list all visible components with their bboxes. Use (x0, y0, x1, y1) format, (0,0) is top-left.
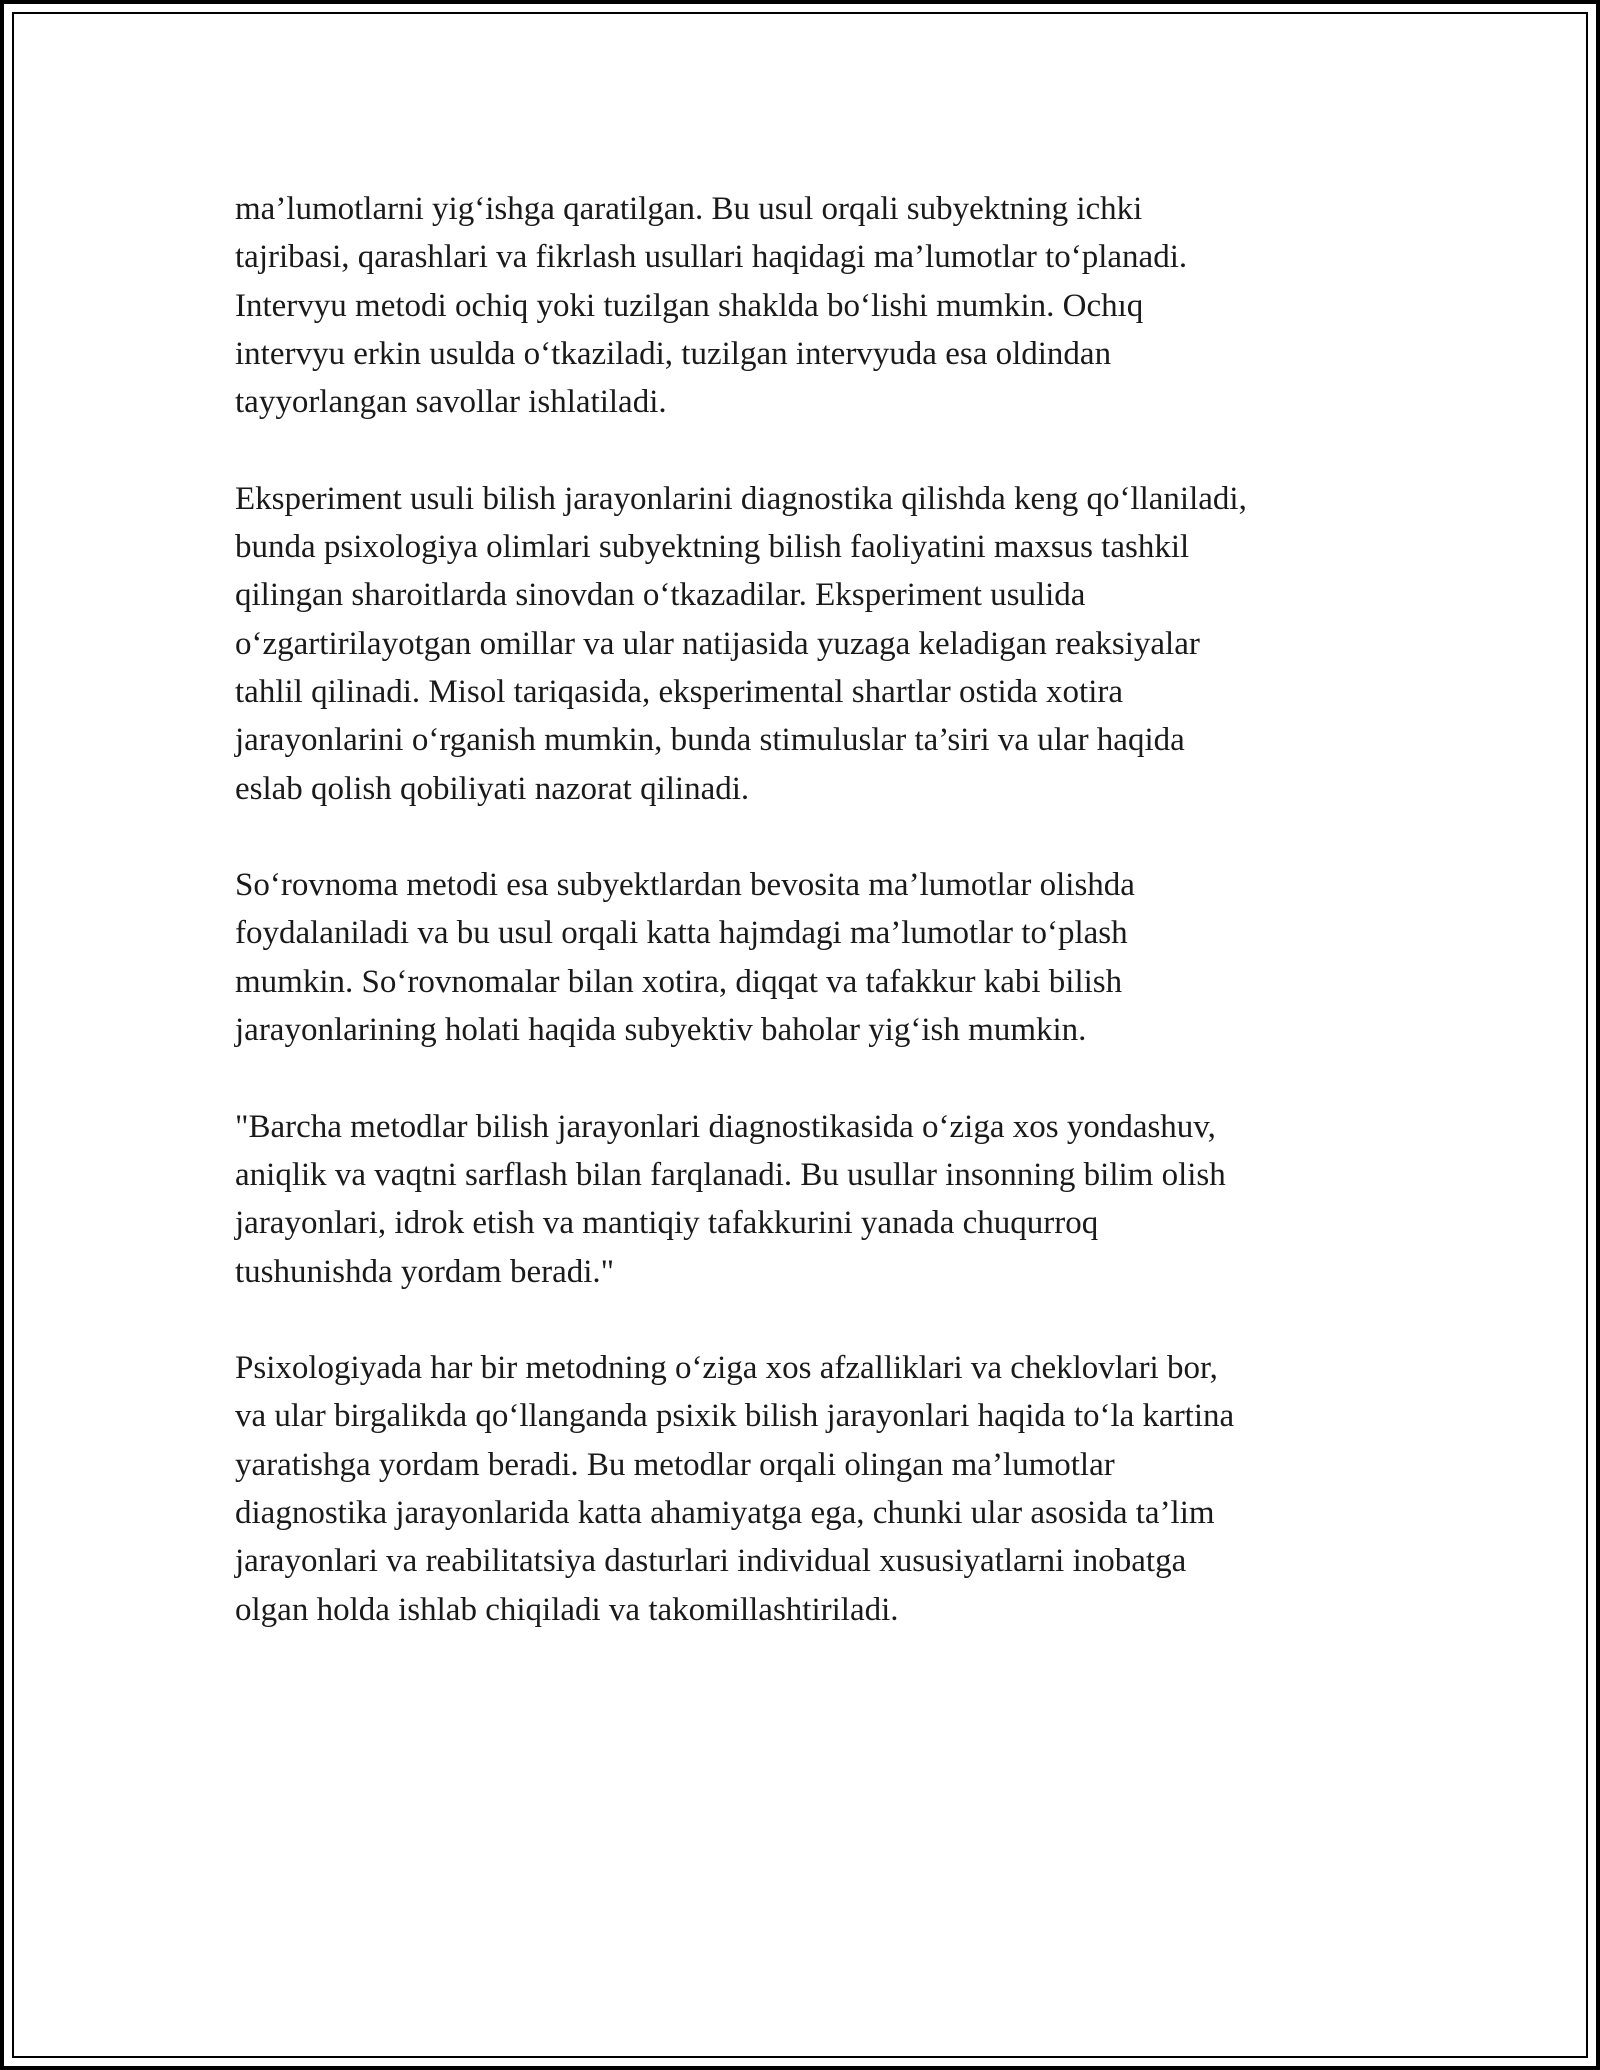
text-line: intervyu erkin usulda o‘tkaziladi, tuzilgan intervyuda esa oldindan (235, 335, 1112, 372)
document-body (235, 185, 1385, 1682)
paragraph (235, 861, 1385, 1054)
text-line: jarayonlarining holati haqida subyektiv baholar yig‘ish mumkin. (235, 1012, 1087, 1049)
text-line: olgan holda ishlab chiqiladi va takomillashtiriladi. (235, 1591, 899, 1628)
text-line: bunda psixologiya olimlari subyektning bilish faoliyatini maxsus tashkil (235, 529, 1190, 566)
text-line: ma’lumotlarni yig‘ishga qaratilgan. Bu usul orqali subyektning ichki (235, 191, 1143, 227)
text-line: aniqlik va vaqtni sarflash bilan farqlanadi. Bu usullar insonning bilim olish (235, 1156, 1226, 1193)
text-line: tushunishda yordam beradi." (235, 1253, 615, 1290)
text-line: mumkin. So‘rovnomalar bilan xotira, diqqat va tafakkur kabi bilish (235, 963, 1123, 1000)
text-line: tajribasi, qarashlari va fikrlash usullari haqidagi ma’lumotlar to‘planadi. (235, 239, 1188, 276)
paragraph (235, 475, 1385, 813)
text-line: tayyorlangan savollar ishlatiladi. (235, 384, 667, 421)
text-line: eslab qolish qobiliyati nazorat qilinadi. (235, 770, 750, 807)
text-line: Psixologiyada har bir metodning o‘ziga xos afzalliklari va cheklovlari bor, (235, 1350, 1218, 1387)
text-line: qilingan sharoitlarda sinovdan o‘tkazadilar. Eksperiment usulida (235, 577, 1086, 614)
text-line: Intervyu metodi ochiq yoki tuzilgan shaklda bo‘lishi mumkin. Ochıq (235, 287, 1144, 324)
text-line: diagnostika jarayonlarida katta ahamiyatga ega, chunki ular asosida ta’lim (235, 1495, 1215, 1532)
text-line: tahlil qilinadi. Misol tariqasida, eksperimental shartlar ostida xotira (235, 673, 1124, 710)
text-line: "Barcha metodlar bilish jarayonlari diagnostikasida o‘ziga xos yondashuv, (235, 1108, 1216, 1145)
text-line: o‘zgartirilayotgan omillar va ular natijasida yuzaga keladigan reaksiyalar (235, 625, 1200, 662)
text-line: jarayonlarini o‘rganish mumkin, bunda stimuluslar ta’siri va ular haqida (235, 722, 1185, 759)
text-line: yaratishga yordam beradi. Bu metodlar orqali olingan ma’lumotlar (235, 1446, 1115, 1483)
paragraph (235, 1103, 1385, 1296)
text-line: foydalaniladi va bu usul orqali katta hajmdagi ma’lumotlar to‘plash (235, 915, 1128, 952)
paragraph (235, 185, 1385, 426)
text-line: va ular birgalikda qo‘llanganda psixik bilish jarayonlari haqida to‘la kartina (235, 1398, 1235, 1435)
text-line: Eksperiment usuli bilish jarayonlarini diagnostika qilishda keng qo‘llaniladi, (235, 480, 1247, 517)
paragraph (235, 1344, 1385, 1634)
text-line: jarayonlari, idrok etish va mantiqiy tafakkurini yanada chuqurroq (235, 1205, 1099, 1242)
text-line: jarayonlari va reabilitatsiya dasturlari individual xususiyatlarni inobatga (235, 1543, 1187, 1580)
text-line: So‘rovnoma metodi esa subyektlardan bevosita ma’lumotlar olishda (235, 867, 1135, 904)
